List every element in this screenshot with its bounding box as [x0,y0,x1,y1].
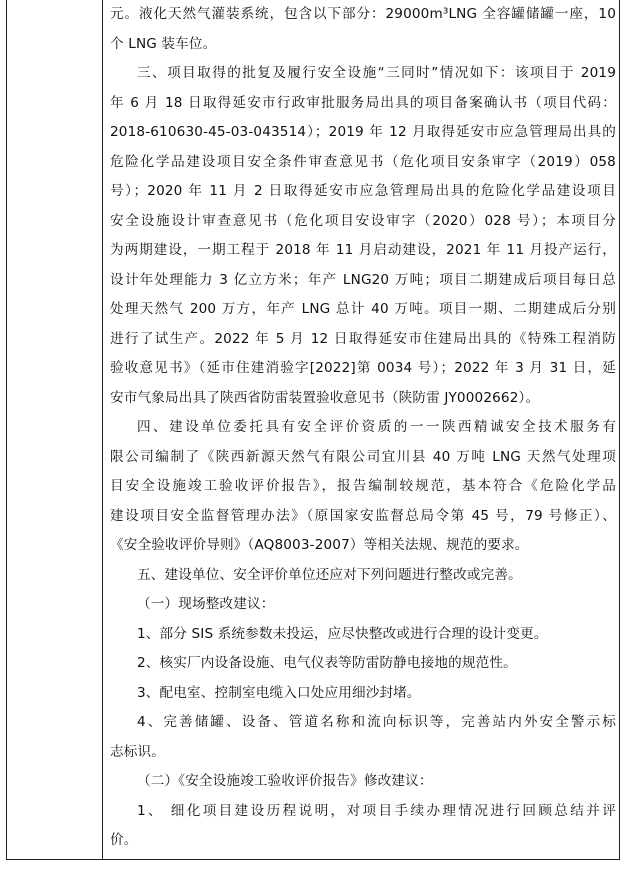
body-line: 危险化学品建设项目安全条件审查意见书（危化项目安条审字（2019）058 [110,153,616,170]
body-line: 安市气象局出具了陕西省防雷装置验收意见书（陕防雷 JY0002662）。 [110,389,540,406]
body-line: 号）；2020 年 11 月 2 日取得延安市应急管理局出具的危险化学品建设项目 [110,183,616,199]
subsection-two-heading: （二）《安全设施竣工验收评价报告》修改建议： [137,773,433,789]
list-item: 2、核实厂内设备设施、电气仪表等防雷防静电接地的规范性。 [137,655,517,671]
body-line: 进行了试生产。2022 年 5 月 12 日取得延安市住建局出具的《特殊工程消防 [110,330,616,347]
list-item: 3、配电室、控制室电缆入口处应用细沙封堵。 [137,684,421,701]
list-item: 1、 细化项目建设历程说明，对项目手续办理情况进行回顾总结并评 [137,802,616,819]
body-line: 《安全验收评价导则》（AQ8003-2007）等相关法规、规范的要求。 [110,537,529,553]
document-body [110,0,616,856]
body-line: 处理天然气 200 万方，年产 LNG 总计 40 万吨。项目一期、二期建成后分别 [110,301,616,317]
body-line: 个 LNG 装车位。 [110,35,217,52]
subsection-one-heading: （一）现场整改建议： [137,596,275,612]
body-line: 元。液化天然气灌装系统，包含以下部分：29000m³LNG 全容罐储罐一座，10 [110,6,616,22]
document-table [6,0,620,860]
body-line: 限公司编制了《陕西新源天然气有限公司宜川县 40 万吨 LNG 天然气处理项 [110,448,616,465]
list-item: 1、部分 SIS 系统参数未投运，应尽快整改或进行合理的设计变更。 [137,625,548,642]
body-line: 年 6 月 18 日取得延安市行政审批服务局出具的项目备案确认书（项目代码： [110,94,616,111]
body-line: 设计年处理能力 3 亿立方米；年产 LNG20 万吨；项目二期建成后项目每日总 [110,271,616,288]
body-line: 建设项目安全监督管理办法》（原国家安监督总局令第 45 号，79 号修正）、 [110,507,616,524]
body-line: 验收意见书》（延市住建消验字[2022]第 0034 号）；2022 年 3 月 31 日，延 [110,360,616,376]
section-four-heading-line: 四、建设单位委托具有安全评价资质的一一陕西精诚安全技术服务有 [137,419,616,435]
section-five-heading-line: 五、建设单位、安全评价单位还应对下列问题进行整改或完善。 [137,566,522,583]
body-line: 安全设施设计审查意见书（危化项目安设审字（2020）028 号）；本项目分 [110,212,616,229]
list-item: 4、完善储罐、设备、管道名称和流向标识等，完善站内外安全警示标 [137,714,616,730]
table-left-column [7,0,103,859]
body-line: 2018-610630-45-03-043514）；2019 年 12 月取得延安市应急管理局出具的 [110,124,616,140]
list-item-continuation: 志标识。 [110,743,165,760]
body-line: 为两期建设，一期工程于 2018 年 11 月启动建设，2021 年 11 月投产运行， [110,242,616,258]
section-three-heading-line: 三、项目取得的批复及履行安全设施“三同时”情况如下：该项目于 2019 [137,65,616,81]
list-item-continuation: 价。 [110,832,138,848]
body-line: 目安全设施竣工验收评价报告》，报告编制较规范，基本符合《危险化学品 [110,478,616,494]
